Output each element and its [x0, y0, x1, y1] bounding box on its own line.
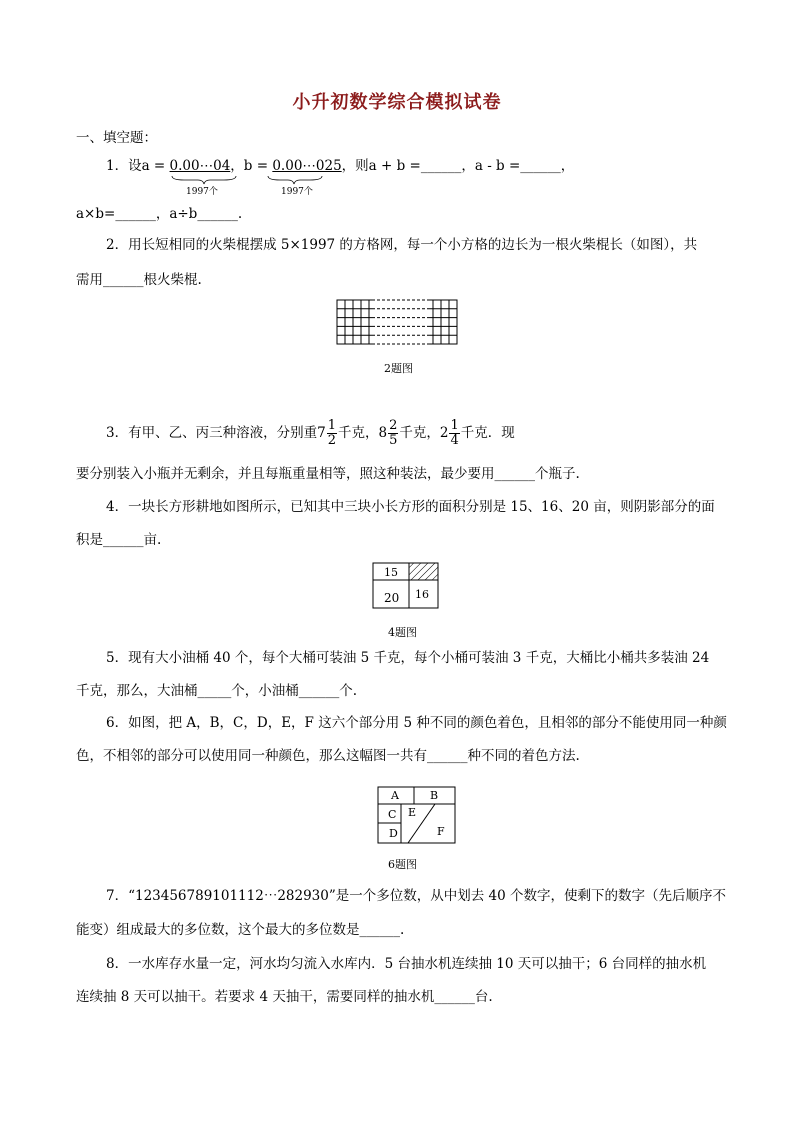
q3-w3-fraction — [449, 419, 459, 448]
q1-b-count: 1997个 — [281, 187, 313, 197]
q4-cell-20: 20 — [384, 591, 400, 605]
q1-a-prefix: 1．设a = — [106, 158, 170, 174]
q6-label-c: C — [388, 808, 397, 821]
q3-w1-num: 1 — [327, 418, 336, 433]
q1-line1 — [106, 156, 574, 176]
q3-w2-whole: 8 — [378, 425, 388, 441]
q4-line1: 4．一块长方形耕地如图所示，已知其中三块小长方形的面积分别是 15、16、20 亩，则阴影部分的面 — [106, 499, 715, 515]
q3-p2: 千克， — [337, 425, 379, 441]
q4-cell-15: 15 — [384, 566, 398, 579]
q4-figure — [372, 562, 440, 610]
q6-line1: 6．如图，把 A，B，C，D，E，F 这六个部分用 5 种不同的颜色着色，且相邻的部分不能使用同一种颜 — [106, 715, 727, 731]
q6-caption: 6题图 — [388, 858, 417, 871]
q8-line1: 8．一水库存水量一定，河水均匀流入水库内．5 台抽水机连续抽 10 天可以抽干；6 台同样的抽水机 — [106, 956, 707, 972]
q3-line2: 要分别装入小瓶并无剩余，并且每瓶重量相等，照这种装法，最少要用______个瓶子. — [76, 466, 580, 482]
q3-w1-den: 2 — [327, 433, 336, 448]
q3-w2-num: 2 — [389, 418, 398, 433]
q2-figure-grid — [336, 299, 460, 347]
q1-b-brace — [268, 176, 322, 184]
q6-label-f: F — [437, 825, 445, 838]
q6-label-d: D — [389, 827, 398, 840]
q1-a-count: 1997个 — [186, 187, 218, 197]
q3-p1: 3．有甲、乙、丙三种溶液，分别重 — [106, 425, 318, 441]
q6-label-b: B — [430, 789, 439, 802]
q6-line2: 色，不相邻的部分可以使用同一种颜色，那么这幅图一共有______种不同的着色方法. — [76, 748, 580, 764]
q3-w3-num: 1 — [450, 418, 459, 433]
q6-label-e: E — [408, 806, 417, 819]
q2-line2: 需用______根火柴棍. — [76, 272, 202, 288]
page-title: 小升初数学综合模拟试卷 — [292, 92, 502, 113]
q6-label-a: A — [391, 789, 399, 802]
q3-w2-fraction — [388, 419, 398, 448]
q3-w3-whole: 2 — [439, 425, 449, 441]
q7-line1: 7．“123456789101112⋯282930”是一个多位数，从中划去 40 个数字，使剩下的数字（先后顺序不 — [106, 888, 727, 904]
q4-caption: 4题图 — [388, 626, 417, 639]
q4-shaded-region — [409, 563, 438, 580]
q1-rest: ，则a + b =______，a - b =______， — [341, 158, 575, 174]
q5-line2: 千克，那么，大油桶_____个，小油桶______个. — [76, 683, 358, 699]
q3-w2-den: 5 — [389, 433, 398, 448]
q8-line2: 连续抽 8 天可以抽干。若要求 4 天抽干，需要同样的抽水机______台. — [76, 989, 493, 1005]
q1-b-value: 0.00⋯025 — [272, 158, 342, 174]
q3-p4: 千克．现 — [460, 425, 515, 441]
q4-cell-16: 16 — [415, 588, 429, 601]
q3-line1 — [106, 416, 515, 450]
section-heading: 一、填空题： — [76, 130, 157, 146]
q2-line1: 2．用长短相同的火柴棍摆成 5×1997 的方格网，每一个小方格的边长为一根火柴棍长（如图），共 — [106, 237, 698, 253]
q5-line1: 5．现有大小油桶 40 个，每个大桶可装油 5 千克，每个小桶可装油 3 千克，大桶比小桶共多装油 24 — [106, 650, 710, 666]
q1-line2: a×b=______，a÷b______. — [76, 206, 243, 222]
q1-a-brace — [172, 176, 236, 184]
q2-caption: 2题图 — [384, 362, 413, 375]
q7-line2: 能变）组成最大的多位数，这个最大的多位数是______. — [76, 922, 405, 938]
q3-p3: 千克， — [399, 425, 440, 441]
q1-b-prefix: ，b = — [230, 158, 273, 174]
q4-line2: 积是______亩. — [76, 532, 162, 548]
q3-w1-whole: 7 — [317, 425, 326, 441]
q3-w3-den: 4 — [450, 433, 459, 448]
q3-w1-fraction — [327, 419, 337, 448]
q1-a-value: 0.00⋯04 — [169, 158, 231, 174]
